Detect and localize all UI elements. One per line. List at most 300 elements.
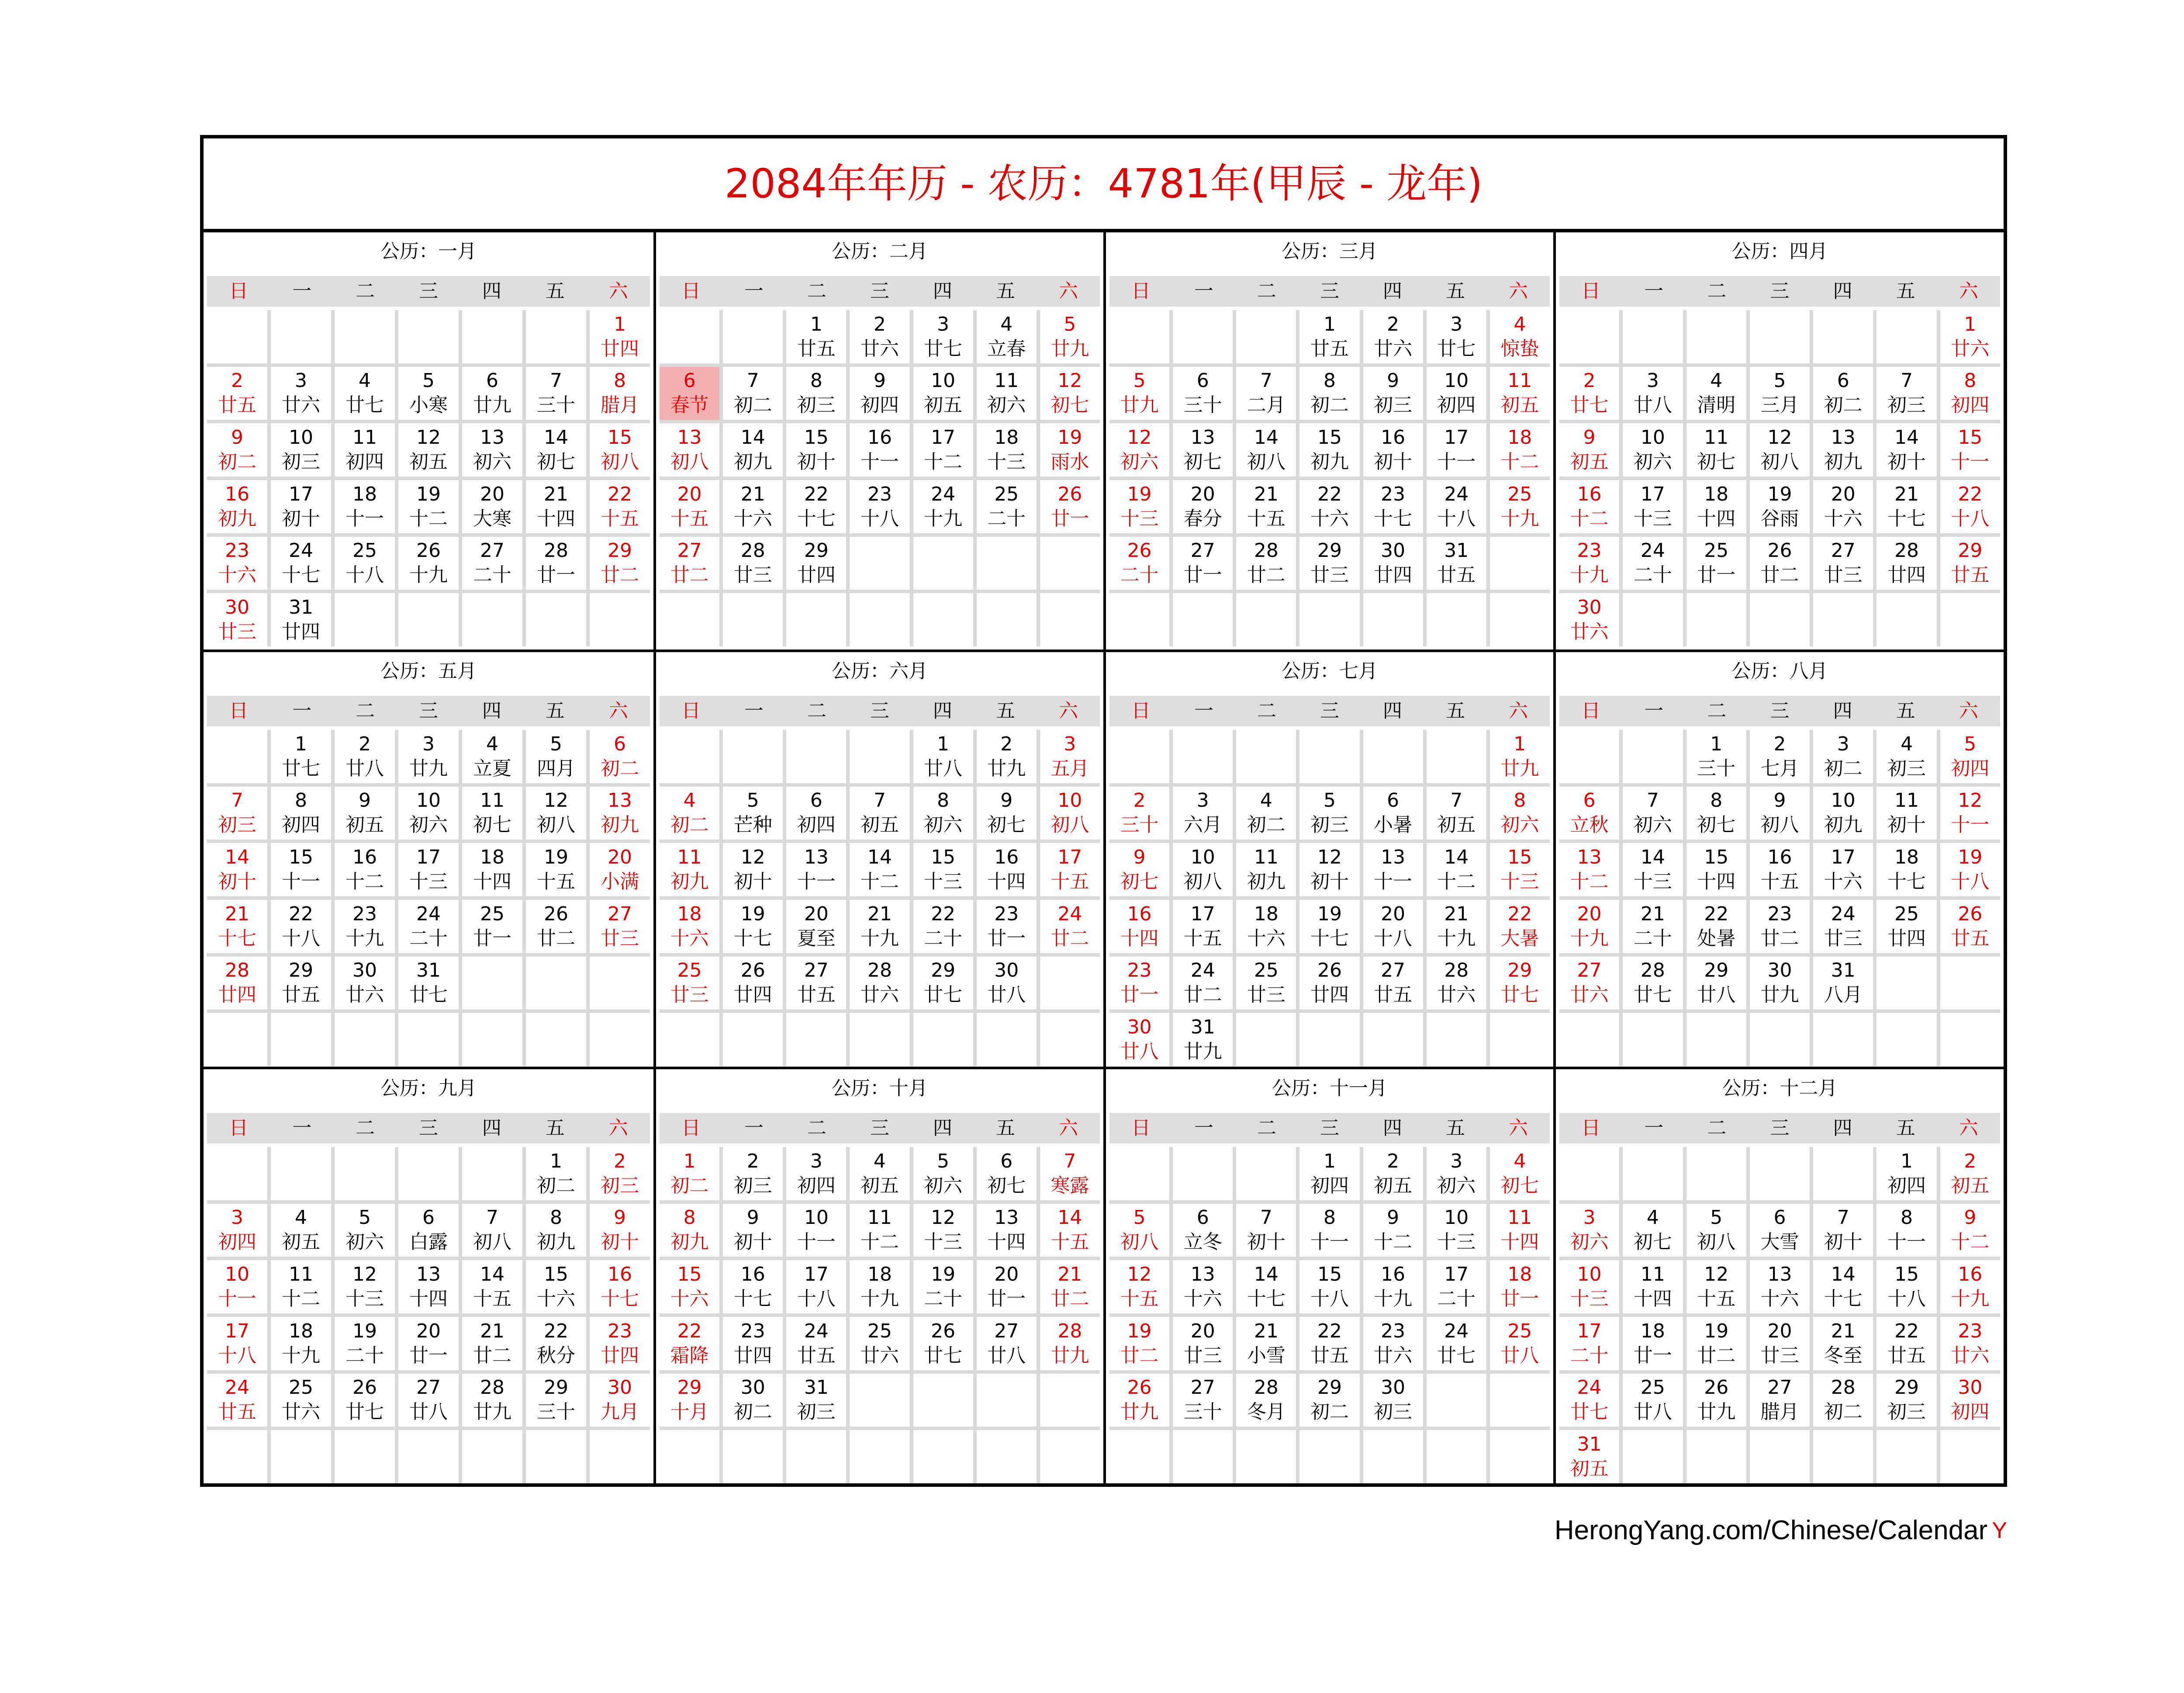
footer-link[interactable]: HerongYang.com/Chinese/Calendar [1554,1515,1988,1545]
day-cell [1427,480,1486,533]
day-number: 6 [614,732,626,755]
day-cell [1876,787,1936,840]
lunar-date: 十二 [1570,507,1609,530]
empty-day-cell [850,593,909,646]
lunar-date: 三十 [1697,757,1736,780]
day-number: 13 [416,1263,441,1286]
day-cell [723,957,783,1010]
day-cell [1750,423,1810,477]
day-number: 24 [1831,902,1856,925]
day-number: 27 [1190,1376,1215,1399]
month-title: 公历：二月 [832,240,928,263]
lunar-date: 廿七 [1570,394,1609,417]
day-number: 8 [1323,1206,1336,1229]
day-cell [850,843,909,896]
day-cell [1299,900,1359,953]
lunar-date: 初九 [1310,451,1349,473]
day-number: 28 [1444,959,1469,982]
day-number: 26 [1767,539,1792,562]
lunar-date: 初四 [797,814,836,836]
day-number: 25 [1704,539,1729,562]
lunar-date: 十三 [924,871,963,893]
day-cell [590,423,650,477]
title-bar [204,138,2004,232]
lunar-date: 初七 [1633,1231,1672,1254]
day-number: 21 [1254,483,1279,505]
empty-day-cell [1040,1013,1100,1066]
day-number: 6 [486,370,498,392]
lunar-date: 十五 [670,507,709,530]
month-block [204,1067,653,1484]
lunar-date: 十一 [218,1288,256,1310]
lunar-date: 十三 [409,871,448,893]
lunar-date: 初十 [733,871,772,893]
lunar-date: 初十 [1310,871,1349,893]
lunar-date: 廿三 [733,564,772,587]
day-number: 15 [608,426,632,449]
day-number: 21 [225,902,249,925]
day-cell [1040,787,1100,840]
lunar-date: 十六 [1760,1288,1799,1310]
lunar-date: 初三 [1374,1401,1413,1424]
day-number: 19 [1127,483,1152,505]
day-cell [850,787,909,840]
day-cell [207,1317,267,1370]
lunar-date: 初十 [1887,814,1926,836]
weekday-label: 三 [419,280,438,302]
lunar-date: 十三 [1570,1288,1609,1310]
day-number: 28 [1254,539,1279,562]
day-number: 11 [1640,1263,1665,1286]
empty-day-cell [462,1430,522,1483]
calendar-frame [200,135,2007,1487]
lunar-date: 初六 [1633,451,1672,473]
day-number: 11 [677,846,702,869]
day-number: 29 [1704,959,1729,982]
day-number: 19 [1317,902,1342,925]
day-number: 18 [867,1263,892,1286]
day-number: 21 [740,483,765,505]
day-cell [1750,1317,1810,1370]
day-cell [1559,423,1619,477]
day-cell [786,480,846,533]
day-number: 4 [1260,789,1272,812]
lunar-date: 廿七 [1570,1401,1609,1424]
weekday-label: 三 [419,1117,438,1139]
day-number: 17 [1190,902,1215,925]
lunar-date: 初五 [1570,1458,1609,1480]
day-number: 17 [1444,426,1469,449]
day-cell [1559,900,1619,953]
day-number: 10 [1444,370,1469,392]
empty-day-cell [335,593,395,646]
brand-logo-icon: Y [1992,1518,2007,1543]
empty-day-cell [526,1430,586,1483]
day-cell [660,1374,719,1427]
month-block [653,1067,1103,1484]
empty-day-cell [850,1374,909,1427]
day-number: 4 [295,1206,307,1229]
lunar-date: 十八 [1437,507,1476,530]
day-cell [1173,1204,1233,1257]
lunar-date: 十九 [346,927,384,950]
lunar-date: 三十 [537,394,575,417]
day-number: 3 [1646,370,1659,392]
lunar-date: 廿七 [346,1401,384,1424]
day-number: 4 [1000,313,1013,335]
day-cell [1299,537,1359,590]
day-cell [335,423,395,477]
day-number: 17 [804,1263,829,1286]
day-number: 15 [1317,1263,1342,1286]
day-cell [1559,367,1619,420]
day-number: 25 [1254,959,1279,982]
day-number: 12 [416,426,441,449]
day-number: 18 [1894,846,1919,869]
day-number: 3 [1837,732,1849,755]
day-cell [207,423,267,477]
lunar-date: 廿五 [1374,984,1413,1006]
weekday-label: 日 [229,700,249,722]
weekday-label: 五 [996,700,1015,722]
empty-day-cell [526,310,586,363]
weekday-label: 四 [482,280,501,302]
day-number: 8 [1901,1206,1913,1229]
month-title: 公历：一月 [380,240,477,263]
empty-day-cell [207,730,267,783]
empty-day-cell [1299,730,1359,783]
day-cell [1363,1260,1423,1313]
empty-day-cell [1427,730,1486,783]
month-title: 公历：十一月 [1272,1077,1387,1099]
day-cell [1490,310,1550,363]
lunar-date: 初七 [987,1174,1026,1197]
lunar-date: 初六 [1500,814,1539,836]
lunar-date: 腊月 [601,394,639,417]
month-block [204,232,653,650]
day-number: 17 [1444,1263,1469,1286]
lunar-date: 初六 [1120,451,1159,473]
day-number: 11 [1254,846,1279,869]
day-cell [1236,367,1296,420]
day-number: 30 [740,1376,765,1399]
day-cell [850,957,909,1010]
day-number: 1 [614,313,626,335]
lunar-date: 十二 [1437,871,1476,893]
day-cell [590,1317,650,1370]
day-number: 22 [1317,1320,1342,1342]
lunar-date: 廿一 [987,1288,1026,1310]
day-cell [660,423,719,477]
day-cell [1299,367,1359,420]
day-cell [1040,1204,1100,1257]
day-cell [1750,367,1810,420]
lunar-date: 初五 [924,394,963,417]
day-number: 11 [994,370,1019,392]
day-cell [786,1204,846,1257]
day-cell [1427,367,1486,420]
day-number: 6 [1000,1150,1013,1172]
day-number: 17 [225,1320,249,1342]
day-cell [1427,787,1486,840]
day-cell [1940,1147,2000,1200]
empty-day-cell [1940,957,2000,1010]
day-cell [1623,480,1683,533]
lunar-date: 初七 [1120,871,1159,893]
lunar-date: 初二 [601,757,639,780]
day-number: 11 [352,426,377,449]
day-cell [1109,843,1169,896]
day-cell [1109,480,1169,533]
lunar-date: 初十 [1247,1231,1286,1254]
day-cell [271,1260,331,1313]
empty-day-cell [1236,730,1296,783]
weekday-label: 二 [1707,1117,1727,1139]
empty-day-cell [398,1147,459,1200]
lunar-date: 初六 [924,814,963,836]
empty-day-cell [1813,1430,1873,1483]
lunar-date: 初五 [1951,1174,1990,1197]
day-cell [1813,957,1873,1010]
day-number: 14 [1254,1263,1279,1286]
day-number: 3 [1196,789,1209,812]
day-cell [1623,900,1683,953]
lunar-date: 芒种 [733,814,772,836]
day-cell [1040,423,1100,477]
day-cell [1623,1204,1683,1257]
day-cell [590,537,650,590]
weekday-label: 二 [1707,700,1727,722]
day-cell [1813,1317,1873,1370]
lunar-date: 初六 [924,1174,963,1197]
lunar-date: 十一 [1951,451,1990,473]
day-cell [1813,730,1873,783]
lunar-date: 十六 [1824,507,1863,530]
empty-day-cell [1940,593,2000,646]
lunar-date: 大雪 [1760,1231,1799,1254]
day-number: 26 [931,1320,956,1342]
day-cell [1236,787,1296,840]
day-cell [271,787,331,840]
lunar-date: 五月 [1051,757,1089,780]
lunar-date: 廿九 [1500,757,1539,780]
lunar-date: 初四 [1951,394,1990,417]
weekday-label: 五 [1446,1117,1465,1139]
lunar-date: 十九 [860,1288,899,1310]
lunar-date: 秋分 [537,1344,575,1367]
day-number: 20 [804,902,829,925]
empty-day-cell [1109,593,1169,646]
lunar-date: 十月 [670,1401,709,1424]
days-grid [1109,730,1550,1066]
lunar-date: 二十 [987,507,1026,530]
day-cell [335,1317,395,1370]
day-cell [1876,1317,1936,1370]
day-cell [1813,1204,1873,1257]
day-cell [1299,1204,1359,1257]
lunar-date: 初二 [1824,757,1863,780]
day-number: 15 [1507,846,1532,869]
weekday-label: 三 [1320,700,1339,722]
empty-day-cell [1109,1147,1169,1200]
day-number: 25 [677,959,702,982]
lunar-date: 廿一 [1120,984,1159,1006]
month-block [1103,650,1553,1067]
month-block [653,232,1103,650]
empty-day-cell [977,1013,1037,1066]
lunar-date: 初五 [346,814,384,836]
day-number: 7 [486,1206,498,1229]
day-number: 29 [1507,959,1532,982]
day-cell [207,957,267,1010]
day-number: 21 [1254,1320,1279,1342]
day-cell [1940,1260,2000,1313]
day-cell [335,730,395,783]
lunar-date: 廿八 [1633,394,1672,417]
month-title: 公历：八月 [1731,660,1828,682]
lunar-date: 廿八 [987,1344,1026,1367]
day-number: 8 [810,370,822,392]
day-cell [1623,843,1683,896]
day-cell [1363,787,1423,840]
day-number: 20 [1190,1320,1215,1342]
day-number: 28 [1640,959,1665,982]
day-number: 15 [1894,1263,1919,1286]
day-cell [1490,423,1550,477]
day-number: 5 [1773,370,1786,392]
empty-day-cell [1040,1430,1100,1483]
lunar-date: 廿一 [987,927,1026,950]
day-number: 3 [295,370,307,392]
lunar-date: 二月 [1247,394,1286,417]
days-grid [660,730,1100,1066]
day-number: 11 [1507,1206,1532,1229]
lunar-date: 十九 [1374,1288,1413,1310]
day-number: 7 [1901,370,1913,392]
day-cell [1363,1317,1423,1370]
lunar-date: 雨水 [1051,451,1089,473]
day-cell [660,1260,719,1313]
day-number: 5 [1710,1206,1723,1229]
day-number: 26 [1958,902,1983,925]
day-number: 29 [544,1376,568,1399]
lunar-date: 十二 [409,507,448,530]
day-number: 14 [867,846,892,869]
day-cell [1236,1374,1296,1427]
lunar-date: 十二 [1951,1231,1990,1254]
day-cell [913,730,973,783]
day-cell [786,1317,846,1370]
day-number: 10 [1577,1263,1602,1286]
lunar-date: 十三 [1633,871,1672,893]
lunar-date: 十七 [601,1288,639,1310]
empty-day-cell [590,1013,650,1066]
day-number: 3 [1450,1150,1463,1172]
day-number: 9 [614,1206,626,1229]
lunar-date: 十三 [1500,871,1539,893]
day-cell [526,537,586,590]
day-number: 23 [1958,1320,1983,1342]
day-number: 3 [1064,732,1076,755]
footer[interactable] [1555,1513,2007,1548]
day-cell [660,367,719,420]
day-number: 27 [677,539,702,562]
month-block [653,650,1103,1067]
lunar-date: 初二 [218,451,256,473]
day-number: 8 [550,1206,562,1229]
empty-day-cell [1876,310,1936,363]
empty-day-cell [526,1013,586,1066]
day-cell [977,310,1037,363]
day-number: 26 [416,539,441,562]
lunar-date: 二十 [924,927,963,950]
lunar-date: 初九 [537,1231,575,1254]
lunar-date: 廿九 [987,757,1026,780]
day-cell [850,423,909,477]
lunar-date: 廿三 [1310,564,1349,587]
day-cell [1750,1204,1810,1257]
lunar-date: 七月 [1760,757,1799,780]
lunar-date: 立冬 [1183,1231,1222,1254]
empty-day-cell [723,593,783,646]
weekday-header-row [1109,696,1550,726]
day-cell [850,1147,909,1200]
empty-day-cell [1490,537,1550,590]
lunar-date: 廿七 [346,394,384,417]
day-number: 14 [1640,846,1665,869]
weekday-label: 日 [681,280,701,302]
day-cell [1623,367,1683,420]
day-number: 10 [1057,789,1082,812]
empty-day-cell [1427,1430,1486,1483]
weekday-label: 四 [1833,280,1852,302]
weekday-header-row [1559,696,2000,726]
empty-day-cell [271,1430,331,1483]
weekday-label: 五 [1896,280,1915,302]
day-number: 28 [1831,1376,1856,1399]
lunar-date: 廿三 [1183,1344,1222,1367]
lunar-date: 十九 [924,507,963,530]
lunar-date: 廿三 [218,621,256,643]
day-number: 8 [683,1206,696,1229]
lunar-date: 十四 [473,871,511,893]
lunar-date: 惊蛰 [1500,337,1539,360]
weekday-label: 四 [1833,700,1852,722]
day-cell [977,1204,1037,1257]
day-number: 1 [937,732,950,755]
day-number: 27 [480,539,505,562]
lunar-date: 谷雨 [1760,507,1799,530]
empty-day-cell [1686,310,1746,363]
weekday-label: 三 [1770,280,1790,302]
day-number: 12 [1317,846,1342,869]
empty-day-cell [462,1013,522,1066]
day-number: 4 [1514,1150,1526,1172]
empty-day-cell [1876,957,1936,1010]
lunar-date: 廿六 [860,984,899,1006]
day-cell [462,480,522,533]
lunar-date: 初五 [1374,1174,1413,1197]
lunar-date: 立秋 [1570,814,1609,836]
lunar-date: 初九 [670,871,709,893]
day-number: 8 [1323,370,1336,392]
lunar-date: 十五 [1697,1288,1736,1310]
day-number: 10 [1190,846,1215,869]
lunar-date: 十七 [797,507,836,530]
weekday-label: 四 [1383,280,1402,302]
day-number: 30 [994,959,1019,982]
weekday-label: 二 [807,280,826,302]
